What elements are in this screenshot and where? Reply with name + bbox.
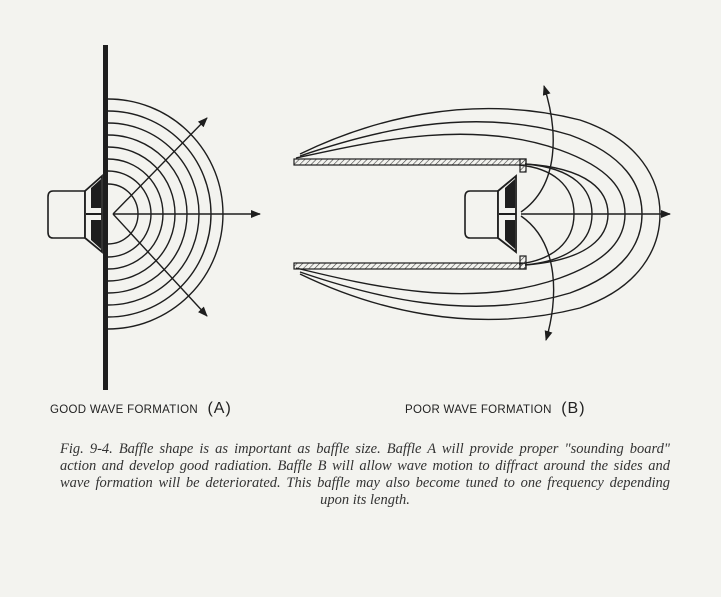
speaker-a [48, 176, 102, 252]
arrow-diffract-down [521, 216, 554, 340]
diagram-a-tag: (A) [207, 400, 232, 417]
arrow-diffract-up [521, 86, 553, 212]
diagram-a-good-wave-formation [48, 45, 260, 390]
lower-baffle-wall [294, 263, 526, 269]
diagram-b-label [405, 400, 586, 418]
diagram-b-poor-wave-formation [294, 86, 670, 340]
arrow-up-right [113, 118, 207, 214]
diagram-a-title: GOOD WAVE FORMATION [50, 404, 198, 416]
diagram-b-title: POOR WAVE FORMATION [405, 404, 552, 416]
flat-baffle-board [103, 45, 108, 390]
lower-baffle-lip [520, 256, 526, 269]
speaker-magnet [48, 191, 85, 238]
speaker-b [465, 176, 516, 252]
speaker-magnet [465, 191, 498, 238]
upper-baffle-wall [294, 159, 526, 165]
diagram-b-tag: (B) [561, 400, 586, 417]
diagram-a-label [50, 400, 232, 418]
figure-caption: Fig. 9-4. Baffle shape is as important as baffle size. Baffle A will provide proper "sounding board" action and develop good radiation. Baffle B will allow wave motion to diffract around the sides and wave formation will be deteriorated. This baffle may also become tuned to one frequency depending upon its length. [60, 441, 670, 508]
upper-baffle-lip [520, 159, 526, 172]
